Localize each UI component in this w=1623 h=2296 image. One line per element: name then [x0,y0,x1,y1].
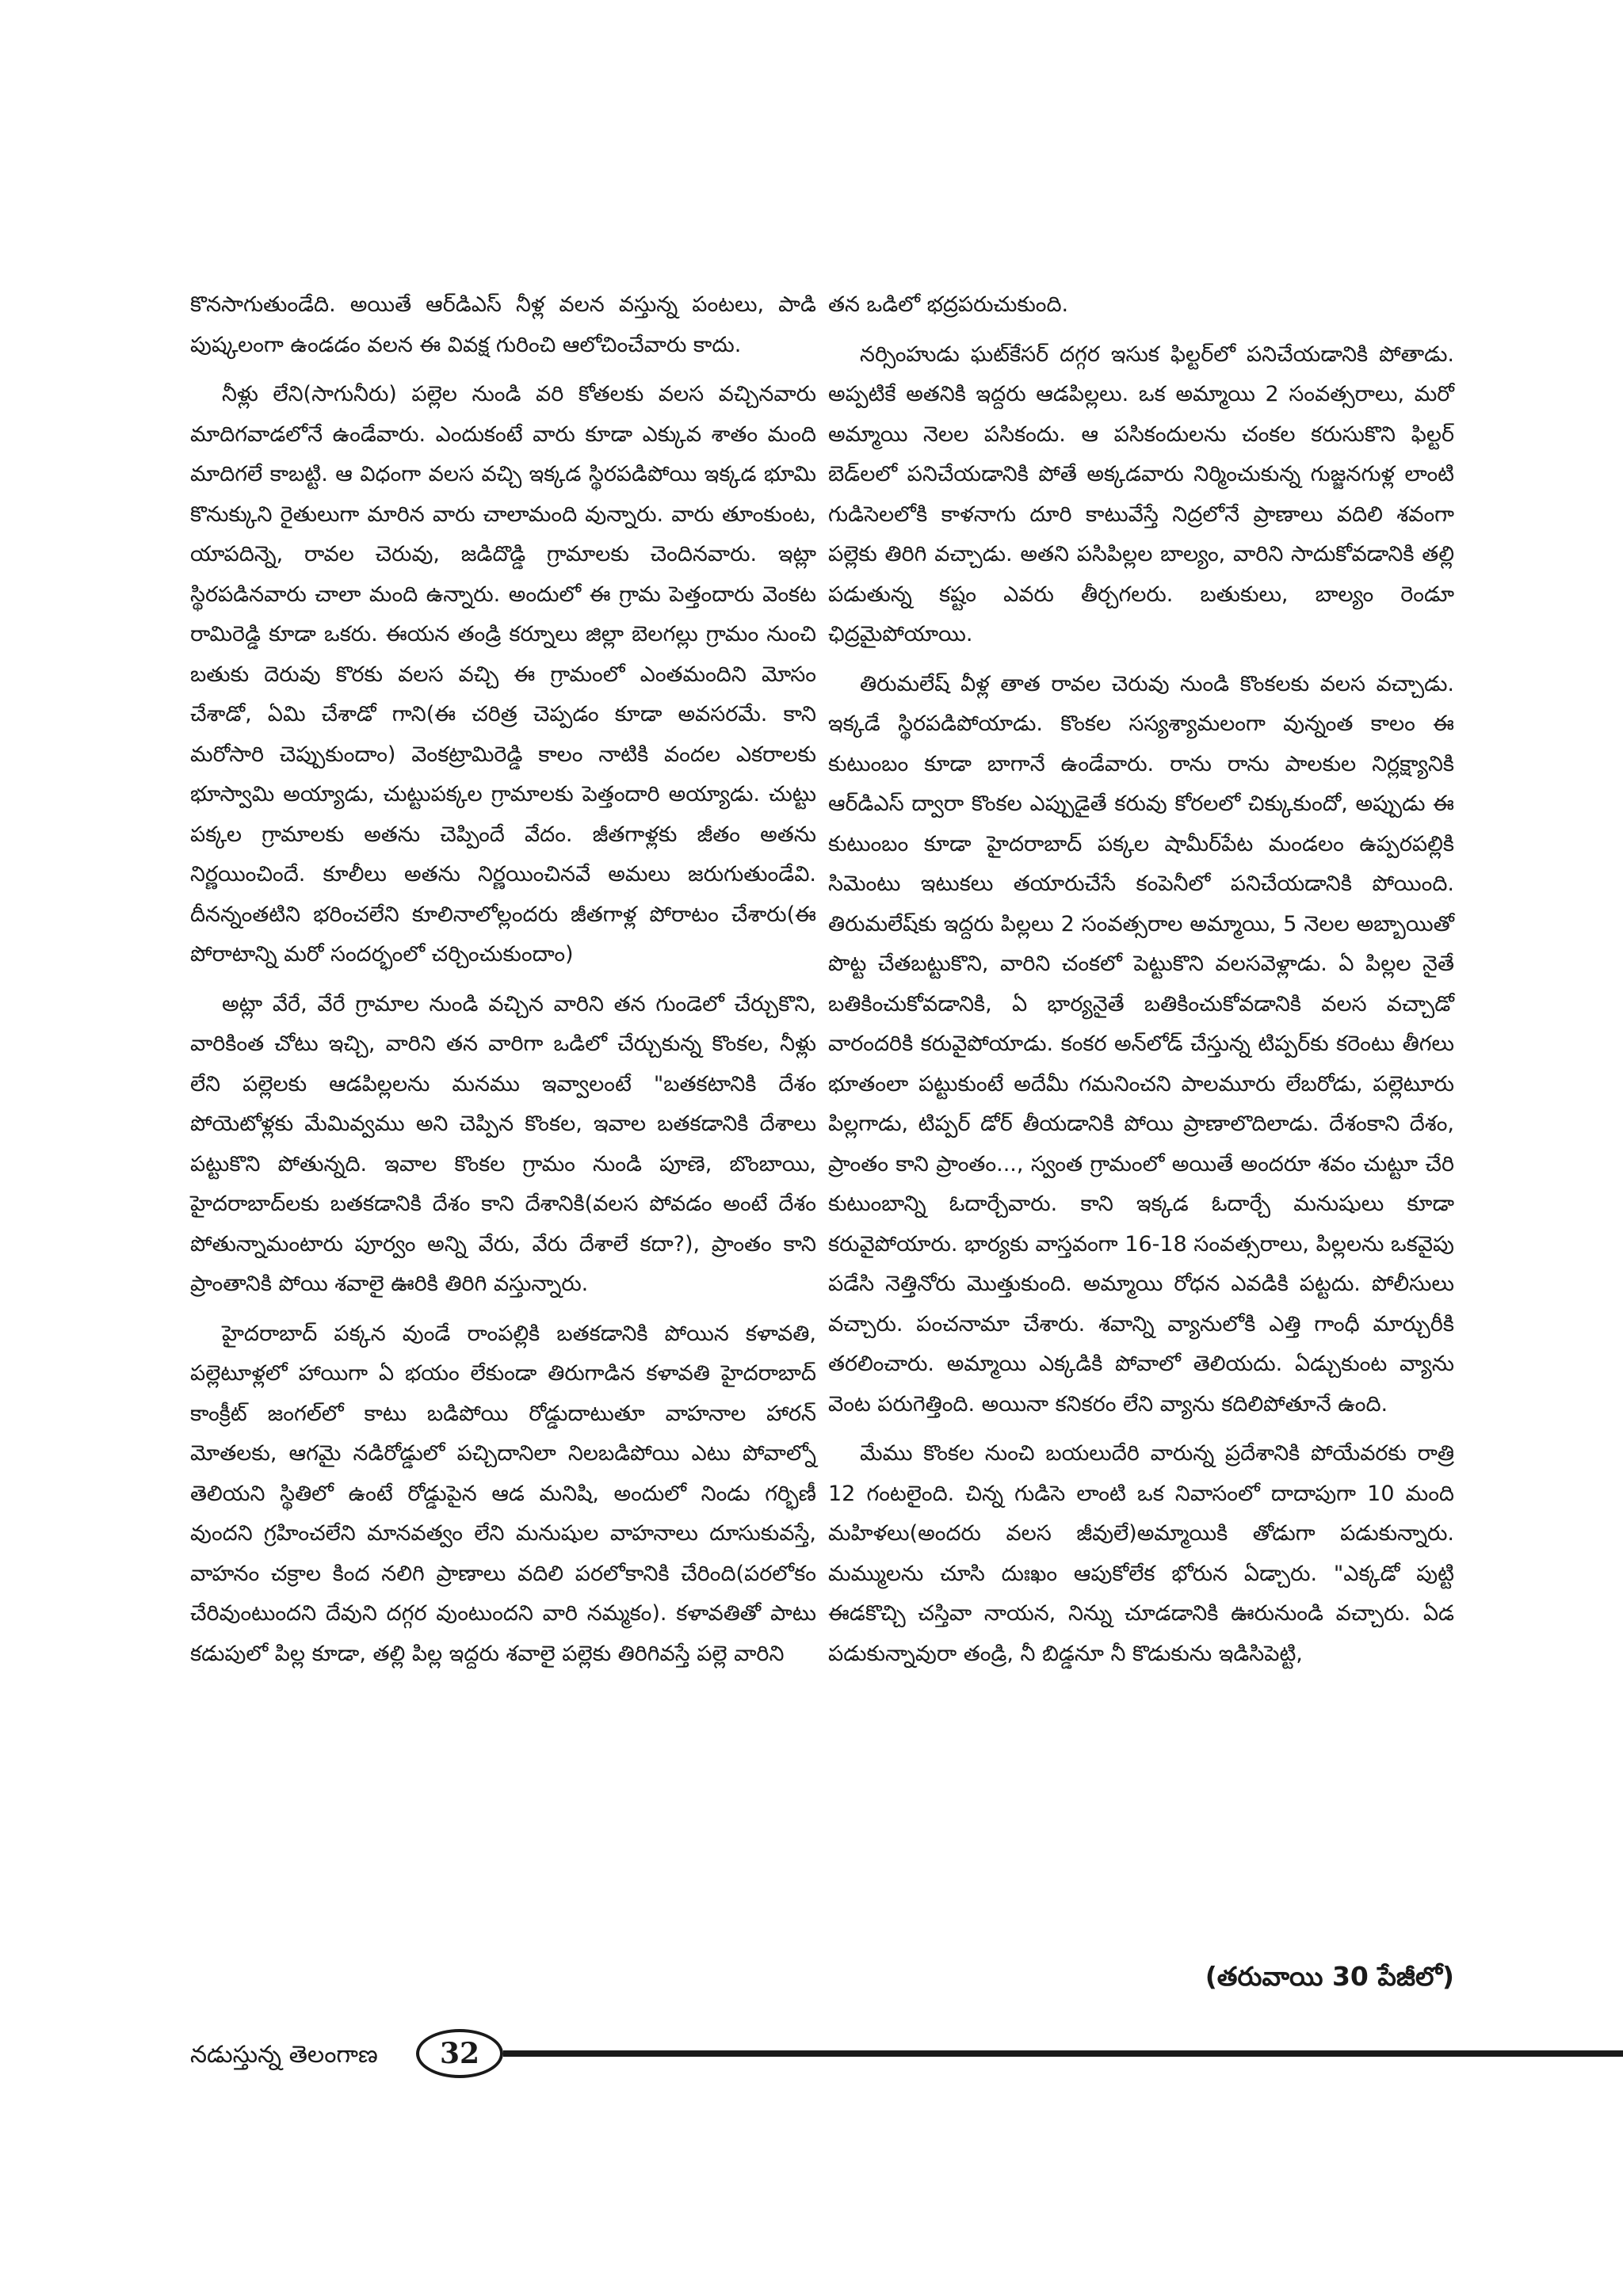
paragraph-right-1: తన ఒడిలో భద్రపరుచుకుంది. [828,292,1069,317]
page-number-badge: 32 [416,2029,503,2078]
page-footer [190,2024,1458,2088]
paragraph-left-3: అట్లా వేరే, వేరే గ్రామాల నుండి వచ్చిన వారిని తన గుండెలో చేర్చుకొని, వారికింత చోటు ఇచ్చి, వారిని తన వారిగా ఒడిలో చేర్చుకున్న కొంకల, నీళ్లు లేని పల్లెలకు ఆడపిల్లలను మనము ఇవ్వాలంటే "బతకటానికి దేశం పోయెటోళ్లకు మేమివ్వము అని చెప్పిన కొంకల, ఇవాల బతకడానికి దేశాలు పట్టుకొని పోతున్నది. ఇవాల కొంకల గ్రామం నుండి పూణె, బొంబాయి, హైదరాబాద్‌లకు బతకడానికి దేశం కాని దేశానికి(వలస పోవడం అంటే దేశం పోతున్నామంటారు పూర్వం అన్ని వేరు, వేరు దేశాలే కదా?), ప్రాంతం కాని ప్రాంతానికి పోయి శవాలై ఊరికి తిరిగి వస్తున్నారు. [190,991,816,1296]
continued-note: (తరువాయి 30 పేజీలో) [1205,1961,1454,1992]
paragraph-right-3: తిరుమలేష్ వీళ్ల తాత రావల చెరువు నుండి కొంకలకు వలస వచ్చాడు. ఇక్కడే స్థిరపడిపోయాడు. కొంకల సస్యశ్యామలంగా వున్నంత కాలం ఈ కుటుంబం కూడా బాగానే ఉండేవారు. రాను రాను పాలకుల నిర్లక్ష్యానికి ఆర్‌డిఎస్ ద్వారా కొంకల ఎప్పుడైతే కరువు కోరలలో చిక్కుకుందో, అప్పుడు ఈ కుటుంబం కూడా హైదరాబాద్ పక్కల షామీర్‌పేట మండలం ఉప్పరపల్లికి సిమెంటు ఇటుకలు తయారుచేసే కంపెనీలో పనిచేయడానికి పోయింది. తిరుమలేష్‌కు ఇద్దరు పిల్లలు 2 సంవత్సరాల అమ్మాయి, 5 నెలల అబ్బాయితో పొట్ట చేతబట్టుకొని, వారిని చంకలో పెట్టుకొని వలసవెళ్లాడు. ఏ పిల్లల నైతే బతికించుకోవడానికి, ఏ భార్యనైతే బతికించుకోవడానికి వలస వచ్చాడో వారందరికి కరువైపోయాడు. కంకర అన్‌లోడ్ చేస్తున్న టిప్పర్‌కు కరెంటు తీగలు భూతంలా పట్టుకుంటే అదేమీ గమనించని పాలమూరు లేబరోడు, పల్లెటూరు పిల్లగాడు, టిప్పర్ డోర్ తీయడానికి పోయి ప్రాణాలొదిలాడు. దేశంకాని దేశం, ప్రాంతం కాని ప్రాంతం..., స్వంత గ్రామంలో అయితే అందరూ శవం చుట్టూ చేరి కుటుంబాన్ని ఓదార్చేవారు. కాని ఇక్కడ ఓదార్చే మనుషులు కూడా కరువైపోయారు. భార్యకు వాస్తవంగా 16-18 సంవత్సరాలు, పిల్లలను ఒకవైపు పడేసి నెత్తినోరు మొత్తుకుంది. అమ్మాయి రోధన ఎవడికి పట్టదు. పోలీసులు వచ్చారు. పంచనామా చేశారు. శవాన్ని వ్యానులోకి ఎత్తి గాంధీ మార్చురీకి తరలించారు. అమ్మాయి ఎక్కడికి పోవాలో తెలియదు. ఏడ్చుకుంట వ్యాను వెంట పరుగెత్తింది. అయినా కనికరం లేని వ్యాను కదిలిపోతూనే ఉంది. [828,671,1454,1417]
paragraph-left-2: నీళ్లు లేని(సాగునీరు) పల్లెల నుండి వరి కోతలకు వలస వచ్చినవారు మాదిగవాడలోనే ఉండేవారు. ఎందుకంటే వారు కూడా ఎక్కువ శాతం మంది మాదిగలే కాబట్టి. ఆ విధంగా వలస వచ్చి ఇక్కడ స్థిరపడిపోయి ఇక్కడ భూమి కొనుక్కుని రైతులుగా మారిన వారు చాలామంది వున్నారు. వారు తూంకుంట, యాపదిన్నె, రావల చెరువు, జడిదొడ్డి గ్రామాలకు చెందినవారు. ఇట్లా స్థిరపడినవారు చాలా మంది ఉన్నారు. అందులో ఈ గ్రామ పెత్తందారు వెంకట రామిరెడ్డి కూడా ఒకరు. ఈయన తండ్రి కర్నూలు జిల్లా బెలగల్లు గ్రామం నుంచి బతుకు దెరువు కొరకు వలస వచ్చి ఈ గ్రామంలో ఎంతమందిని మోసం చేశాడో, ఏమి చేశాడో గాని(ఈ చరిత్ర చెప్పడం కూడా అవసరమే. కాని మరోసారి చెప్పుకుందాం) వెంకట్రామిరెడ్డి కాలం నాటికి వందల ఎకరాలకు భూస్వామి అయ్యాడు, చుట్టుపక్కల గ్రామాలకు పెత్తందారి అయ్యాడు. చుట్టు పక్కల గ్రామాలకు అతను చెప్పిందే వేదం. జీతగాళ్లకు జీతం అతను నిర్ణయించిందే. కూలీలు అతను నిర్ణయించినవే అమలు జరుగుతుండేవి. దీనన్నంతటిని భరించలేని కూలినాలోల్లందరు జీతగాళ్ల పోరాటం చేశారు(ఈ పోరాటాన్ని మరో సందర్భంలో చర్చించుకుందాం) [190,382,816,967]
paragraph-left-4: హైదరాబాద్ పక్కన వుండే రాంపల్లికి బతకడానికి పోయిన కళావతి, పల్లెటూళ్లలో హాయిగా ఏ భయం లేకుండా తిరుగాడిన కళావతి హైదరాబాద్ కాంక్రీట్ జంగల్‌లో కాటు బడిపోయి రోడ్డుదాటుతూ వాహనాల హారన్ మోతలకు, ఆగమై నడిరోడ్డులో పచ్చిదానిలా నిలబడిపోయి ఎటు పోవాల్నో తెలియని స్థితిలో ఉంటే రోడ్డుపైన ఆడ మనిషి, అందులో నిండు గర్భిణీ వుందని గ్రహించలేని మానవత్వం లేని మనుషుల వాహనాలు దూసుకువస్తే, వాహనం చక్రాల కింద నలిగి ప్రాణాలు వదిలి పరలోకానికి చేరింది(పరలోకం చేరివుంటుందని దేవుని దగ్గర వుంటుందని వారి నమ్మకం). కళావతితో పాటు కడుపులో పిల్ల కూడా, తల్లి పిల్ల ఇద్దరు శవాలై పల్లెకు తిరిగివస్తే పల్లె వారిని [190,1321,816,1666]
paragraph-right-4: మేము కొంకల నుంచి బయలుదేరి వారున్న ప్రదేశానికి పోయేవరకు రాత్రి 12 గంటలైంది. చిన్న గుడిసె లాంటి ఒక నివాసంలో దాదాపుగా 10 మంది మహిళలు(అందరు వలస జీవులే)అమ్మాయికి తోడుగా పడుకున్నారు. మమ్ములను చూసి దుఃఖం ఆపుకోలేక భోరున ఏడ్చారు. "ఎక్కడో పుట్టి ఈడకొచ్చి చస్తివా నాయన, నిన్ను చూడడానికి ఊరునుండి వచ్చారు. ఏడ పడుకున్నావురా తండ్రి, నీ బిడ్డనూ నీ కొడుకును ఇడిసిపెట్టి, [828,1441,1454,1666]
right-column [828,285,1454,1684]
paragraph-left-1: కొనసాగుతుండేది. అయితే ఆర్‌డిఎస్ నీళ్ల వలన వస్తున్న పంటలు, పాడి పుష్కలంగా ఉండడం వలన ఈ వివక్ష గురించి ఆలోచించేవారు కాదు. [190,292,816,357]
footer-rule [503,2050,1623,2057]
magazine-title: నడుస్తున్న తెలంగాణ [190,2041,378,2069]
paragraph-right-2: నర్సింహుడు ఘట్‌కేసర్ దగ్గర ఇసుక ఫిల్టర్‌లో పనిచేయడానికి పోతాడు. అప్పటికే అతనికి ఇద్దరు ఆడపిల్లలు. ఒక అమ్మాయి 2 సంవత్సరాలు, మరో అమ్మాయి నెలల పసికందు. ఆ పసికందులను చంకల కరుసుకొని ఫిల్టర్ బెడ్‌లలో పనిచేయడానికి పోతే అక్కడవారు నిర్మించుకున్న గుజ్జనగుళ్ల లాంటి గుడిసెలలోకి కాళనాగు దూరి కాటువేస్తే నిద్రలోనే ప్రాణాలు వదిలి శవంగా పల్లెకు తిరిగి వచ్చాడు. అతని పసిపిల్లల బాల్యం, వారిని సాదుకోవడానికి తల్లి పడుతున్న కష్టం ఎవరు తీర్చగలరు. బతుకులు, బాల్యం రెండూ ఛిద్రమైపోయాయి. [828,341,1454,646]
left-column [190,285,816,1684]
